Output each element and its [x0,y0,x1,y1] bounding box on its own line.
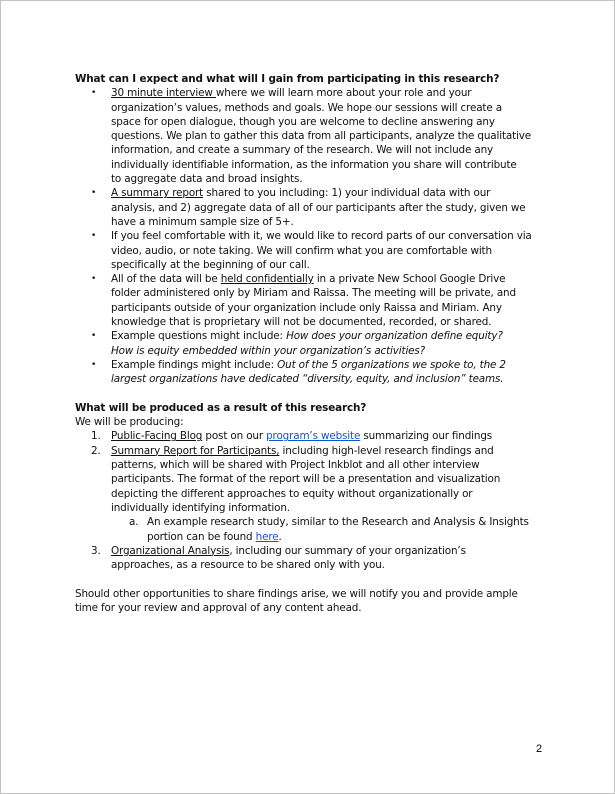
item-number: 1. [91,430,101,443]
text: An example research study, similar to the Research and Analysis & Insights [147,516,529,529]
example-finding: largest organizations have dedicated “diversity, equity, and inclusion” teams. [111,373,504,386]
bullet-icon: • [91,331,97,342]
bullet-icon: • [91,188,97,199]
section-intro: We will be producing: [75,416,184,429]
underlined-term: A summary report [111,187,204,200]
list-item [75,86,550,186]
text: Example findings might include: [111,358,278,371]
underlined-term: Summary Report for Participants, [111,444,280,457]
text: participants outside of your organization include only Raissa and Miriam. Any [111,301,502,314]
text: All of the data will be [111,273,221,286]
bullet-icon: • [91,274,97,285]
list-item [75,229,550,272]
item-number: 3. [91,544,101,557]
section-heading-outputs: What will be produced as a result of this research? [75,401,367,414]
text: If you feel comfortable with it, we would like to record parts of our conversation via [111,230,532,243]
program-website-link[interactable]: program’s website [266,430,361,443]
list-item [75,186,550,229]
sub-item [75,515,550,544]
text: where we will learn more about your role and your [215,87,472,100]
text: depicting the different approaches to equity without organizationally or [111,487,473,500]
text: space for open dialogue, though you are welcome to decline answering any [111,115,495,128]
list-item [75,329,550,358]
list-item [75,272,550,329]
text: knowledge that is proprietary will not be documented, recorded, or shared. [111,316,492,329]
numbered-item [75,429,550,443]
text: questions. We plan to gather this data from all participants, analyze the qualitative [111,130,532,143]
bullet-icon: • [91,359,97,370]
text: to aggregate data and broad insights. [111,173,303,186]
closing-text: time for your review and approval of any content ahead. [75,601,362,614]
example-question: How does your organization define equity? [286,330,503,343]
section-heading-expectations: What can I expect and what will I gain from participating in this research? [75,73,500,85]
text: analysis, and 2) aggregate data of all of our participants after the study, given we [111,201,526,214]
text: summarizing our findings [360,430,493,443]
text: portion can be found [147,530,256,543]
item-number: 2. [91,444,101,457]
example-study-link[interactable]: here [255,530,279,543]
text: organization’s values, methods and goals. We hope our sessions will create a [111,101,502,114]
text: individually identifying information. [111,501,290,514]
spacer [75,572,550,586]
text: including high-level research findings and [279,444,494,457]
text: folder administered only by Miriam and Raissa. The meeting will be private, and [111,287,516,300]
text: individually identifiable information, as the information you share will contribute [111,158,517,171]
example-finding: Out of the 5 organizations we spoke to, the 2 [277,358,506,371]
text: post on our [202,430,267,443]
page-number: 2 [536,743,542,755]
underlined-term: Organizational Analysis [111,544,230,557]
bullet-icon: • [91,231,97,242]
closing-text: Should other opportunities to share findings arise, we will notify you and provide ample [75,587,518,600]
text: Example questions might include: [111,330,287,343]
page-content [75,72,550,615]
item-letter: a. [129,516,139,529]
numbered-item [75,544,550,573]
underlined-term: 30 minute interview [111,87,216,100]
underlined-term: Public-Facing Blog [111,430,203,443]
text: video, audio, or note taking. We will confirm what you are comfortable with [111,244,492,257]
text: , including our summary of your organization’s [229,544,466,557]
text: patterns, which will be shared with Project Inkblot and all other interview [111,459,480,472]
text: in a private New School Google Drive [313,273,506,286]
text: information, and create a summary of the research. We will not include any [111,144,494,157]
text: approaches, as a resource to be shared only with you. [111,559,385,572]
text: specifically at the beginning of our call. [111,258,310,271]
text: shared to you including: 1) your individual data with our [203,187,491,200]
underlined-term: held confidentially [220,273,314,286]
list-item [75,358,550,387]
text: participants. The format of the report will be a presentation and visualization [111,473,501,486]
text: . [278,530,282,543]
example-question: How is equity embedded within your organization’s activities? [111,344,426,357]
spacer [75,387,550,401]
bullet-icon: • [91,88,97,99]
text: have a minimum sample size of 5+. [111,215,294,228]
numbered-item [75,444,550,515]
